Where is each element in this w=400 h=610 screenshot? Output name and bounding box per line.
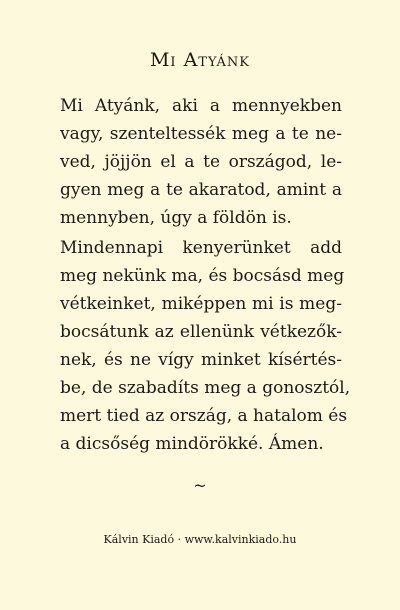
text-line: be, de szabadíts meg a gonosztól,	[60, 378, 351, 398]
text-line: ved, jöjjön el a te országod, le-	[60, 152, 342, 172]
text-line: gyen meg a te akaratod, amint a	[60, 180, 342, 200]
text-line: Mi Atyánk, aki a mennyekben	[60, 96, 342, 116]
paragraph-2	[60, 234, 351, 458]
ornament-divider: ~	[193, 476, 207, 495]
publisher-footer: Kálvin Kiadó · www.kalvinkiado.hu	[103, 533, 297, 546]
text-line: mennyben, úgy a földön is.	[60, 208, 292, 228]
paragraph-1	[60, 92, 342, 232]
text-line: vagy, szenteltessék meg a te ne-	[60, 124, 342, 144]
text-line: bocsátunk az ellenünk vétkezők-	[60, 322, 342, 342]
text-line: Mindennapi kenyerünket add	[60, 238, 342, 258]
text-line: vétkeinket, miképpen mi is meg-	[60, 294, 342, 314]
text-line: mert tied az ország, a hatalom és	[60, 406, 348, 426]
page-title: Mi Atyánk	[149, 49, 251, 71]
text-line: meg nekünk ma, és bocsásd meg	[60, 266, 345, 286]
text-line: nek, és ne vígy minket kísértés-	[60, 350, 342, 370]
text-line: a dicsőség mindörökké. Ámen.	[60, 434, 324, 454]
